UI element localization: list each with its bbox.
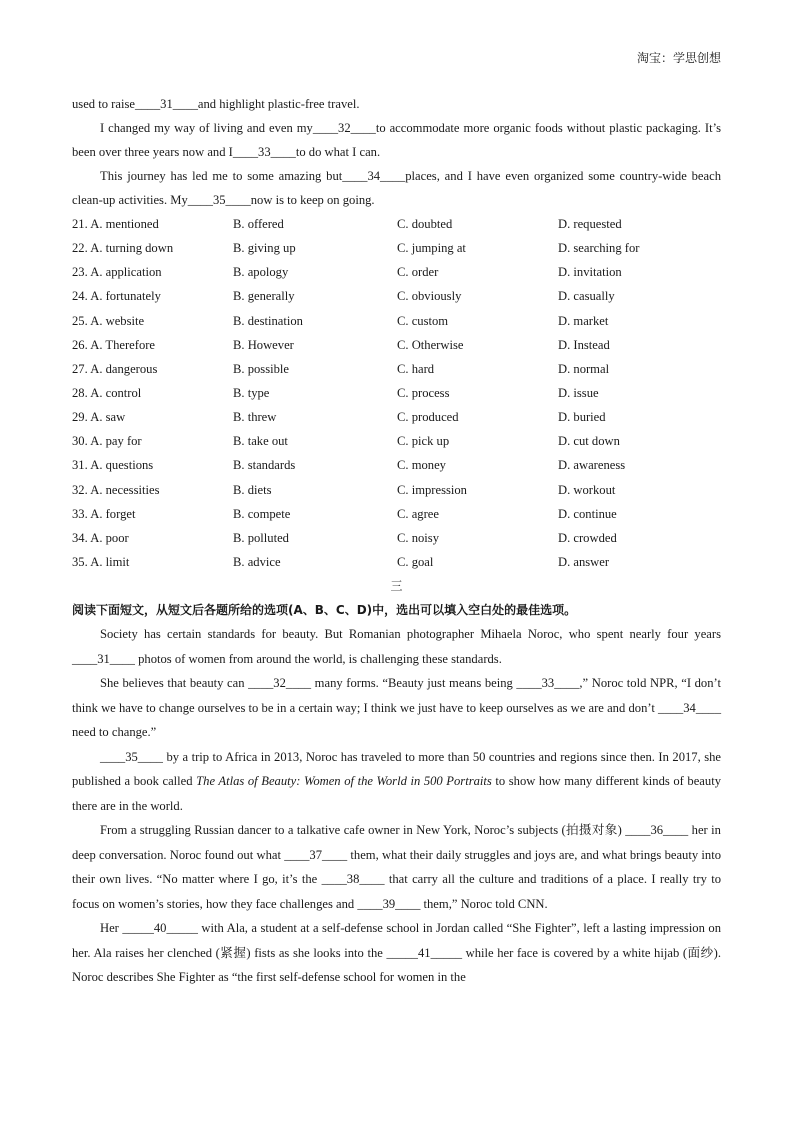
option-text: D. issue <box>558 385 599 400</box>
section-number: 三 <box>390 579 403 594</box>
option-b <box>233 309 397 333</box>
option-b <box>233 212 397 236</box>
book-title: The Atlas of Beauty: Women of the World in 500 Portraits <box>196 774 492 789</box>
option-a <box>72 212 233 236</box>
answer-blank: ____37____ <box>284 847 348 862</box>
answer-blank: ____34____ <box>658 700 721 715</box>
option-d <box>558 357 721 381</box>
option-c <box>397 309 558 333</box>
question-row <box>72 212 721 236</box>
option-text: B. threw <box>233 410 277 425</box>
option-a <box>72 478 233 502</box>
question-row <box>72 478 721 502</box>
option-text: B. apology <box>233 265 289 280</box>
passage-paragraph: Society has certain standards for beauty. But Romanian photographer Mihaela Noroc, who spent nearly four years ____31____ photos of women from around the world, is challenging these standards. <box>72 627 721 666</box>
answer-blank: ____32____ <box>248 676 312 691</box>
question-row <box>72 502 721 526</box>
answer-blank: ____31____ <box>134 97 198 111</box>
option-text: D. casually <box>558 289 615 304</box>
option-text: C. impression <box>397 482 467 497</box>
answer-blank: ____31____ <box>72 651 135 666</box>
option-text: B. destination <box>233 313 303 328</box>
question-row <box>72 550 721 574</box>
option-text: D. crowded <box>558 530 617 545</box>
question-row <box>72 429 721 453</box>
option-a <box>72 260 233 284</box>
question-row <box>72 453 721 477</box>
answer-blank: _____40_____ <box>122 921 198 936</box>
option-text: A. control <box>90 385 142 400</box>
option-a <box>72 453 233 477</box>
option-text: D. continue <box>558 506 617 521</box>
option-c <box>397 526 558 550</box>
answer-blank: ____36____ <box>625 823 689 838</box>
question-number: 22. <box>72 241 88 256</box>
option-c <box>397 212 558 236</box>
option-text: A. website <box>90 313 145 328</box>
question-number: 28. <box>72 385 88 400</box>
option-text: C. Otherwise <box>397 337 464 352</box>
answer-blank: _____41_____ <box>386 945 463 960</box>
passage-paragraph: Her _____40_____ with Ala, a student at a self-defense school in Jordan called “She Fighter”, left a lasting impression on her. Ala raises her clenched (紧握) fists as she looks into the _____41_____ while her face is covered by a white hijab (面纱). Noroc describes She Fighter as “the first self-defense school for women in the <box>72 921 721 985</box>
option-a <box>72 357 233 381</box>
option-text: C. agree <box>397 506 439 521</box>
page-header: 淘宝：学思创想 <box>636 51 721 65</box>
option-c <box>397 381 558 405</box>
option-d <box>558 429 721 453</box>
question-number: 24. <box>72 289 88 304</box>
option-text: B. advice <box>233 554 281 569</box>
question-number: 23. <box>72 265 88 280</box>
option-text: C. order <box>397 265 439 280</box>
answer-blank: ____38____ <box>321 872 385 887</box>
option-text: C. process <box>397 385 450 400</box>
option-text: B. standards <box>233 458 296 473</box>
option-text: A. Therefore <box>90 337 156 352</box>
option-b <box>233 357 397 381</box>
option-text: C. pick up <box>397 434 450 449</box>
option-text: A. mentioned <box>90 217 159 231</box>
option-text: B. offered <box>233 217 284 231</box>
option-a <box>72 284 233 308</box>
option-a <box>72 333 233 357</box>
option-a <box>72 550 233 574</box>
option-c <box>397 405 558 429</box>
question-row <box>72 405 721 429</box>
answer-blank: ____35____ <box>100 749 163 764</box>
question-number: 34. <box>72 530 88 545</box>
option-d <box>558 284 721 308</box>
option-c <box>397 453 558 477</box>
option-text: C. produced <box>397 410 459 425</box>
option-a <box>72 309 233 333</box>
question-row <box>72 309 721 333</box>
option-text: C. jumping at <box>397 241 466 256</box>
question-number: 30. <box>72 434 88 449</box>
option-text: C. goal <box>397 554 434 569</box>
question-row <box>72 333 721 357</box>
option-text: B. take out <box>233 434 288 449</box>
option-b <box>233 429 397 453</box>
passage-paragraph: This journey has led me to some amazing but____34____places, and I have even organized some country-wide beach clean-up activities. My____35____now is to keep on going. <box>72 169 721 207</box>
section-instruction: 阅读下面短文，从短文后各题所给的选项(A、B、C、D)中，选出可以填入空白处的最佳选项。 <box>72 603 577 618</box>
question-number: 29. <box>72 410 88 425</box>
option-c <box>397 333 558 357</box>
passage-paragraph: ____35____ by a trip to Africa in 2013, Noroc has traveled to more than 50 countries and regions since then. In 2017, she published a book called The Atlas of Beauty: Women of the World in 500 Portraits to show how many different kinds of beauty there are in the world. <box>72 749 721 813</box>
option-text: D. awareness <box>558 458 626 473</box>
option-c <box>397 236 558 260</box>
option-b <box>233 526 397 550</box>
question-number: 31. <box>72 458 88 473</box>
option-a <box>72 526 233 550</box>
option-text: D. answer <box>558 554 610 569</box>
option-text: B. type <box>233 385 270 400</box>
option-d <box>558 526 721 550</box>
option-c <box>397 284 558 308</box>
option-c <box>397 502 558 526</box>
option-d <box>558 502 721 526</box>
option-a <box>72 405 233 429</box>
option-text: A. forget <box>90 506 136 521</box>
option-text: A. dangerous <box>90 361 158 376</box>
option-c <box>397 357 558 381</box>
option-d <box>558 236 721 260</box>
option-text: D. searching for <box>558 241 640 256</box>
option-b <box>233 453 397 477</box>
option-text: D. normal <box>558 361 610 376</box>
option-text: B. generally <box>233 289 295 304</box>
option-b <box>233 284 397 308</box>
passage-paragraph: I changed my way of living and even my____32____to accommodate more organic foods without plastic packaging. It’s been over three years now and I____33____to do what I can. <box>72 121 721 159</box>
answer-blank: ____34____ <box>342 169 406 183</box>
option-b <box>233 236 397 260</box>
option-text: A. pay for <box>90 434 142 449</box>
option-d <box>558 478 721 502</box>
option-text: D. requested <box>558 217 622 231</box>
option-text: B. However <box>233 337 294 352</box>
option-text: B. possible <box>233 361 289 376</box>
option-d <box>558 550 721 574</box>
option-text: C. noisy <box>397 530 439 545</box>
option-text: A. turning down <box>90 241 174 256</box>
option-d <box>558 381 721 405</box>
option-text: C. money <box>397 458 446 473</box>
option-text: A. fortunately <box>90 289 161 304</box>
option-c <box>397 429 558 453</box>
question-number: 33. <box>72 506 88 521</box>
option-b <box>233 405 397 429</box>
option-text: C. doubted <box>397 217 453 231</box>
option-text: D. Instead <box>558 337 610 352</box>
question-number: 25. <box>72 313 88 328</box>
option-text: A. saw <box>90 410 126 425</box>
passage-paragraph: From a struggling Russian dancer to a talkative cafe owner in New York, Noroc’s subjects (拍摄对象) ____36____ her in deep conversation. Noroc found out what ____37____ them, what their daily struggles and joys are, and what brings beauty into their own lives. “No matter where I go, it’s the ____38____ that carry all the culture and traditions of a place. I really try to focus on women’s stories, how they face challenges and ____39____ them,” Noroc told CNN. <box>72 823 721 911</box>
question-row <box>72 236 721 260</box>
option-d <box>558 453 721 477</box>
answer-blank: ____35____ <box>187 193 251 207</box>
question-row <box>72 381 721 405</box>
option-text: B. diets <box>233 482 272 497</box>
question-number: 26. <box>72 337 88 352</box>
option-a <box>72 429 233 453</box>
option-c <box>397 478 558 502</box>
option-c <box>397 260 558 284</box>
option-text: D. invitation <box>558 265 622 280</box>
option-text: C. hard <box>397 361 435 376</box>
question-number: 35. <box>72 554 88 569</box>
option-text: D. cut down <box>558 434 620 449</box>
option-d <box>558 309 721 333</box>
option-text: A. application <box>90 265 162 280</box>
option-text: A. poor <box>90 530 129 545</box>
question-row <box>72 260 721 284</box>
option-d <box>558 212 721 236</box>
options-list <box>72 212 721 574</box>
question-row <box>72 357 721 381</box>
option-text: D. buried <box>558 410 606 425</box>
answer-blank: ____33____ <box>516 676 580 691</box>
option-b <box>233 381 397 405</box>
option-b <box>233 260 397 284</box>
question-number: 27. <box>72 361 88 376</box>
option-d <box>558 405 721 429</box>
option-a <box>72 502 233 526</box>
question-row <box>72 284 721 308</box>
option-text: C. obviously <box>397 289 462 304</box>
option-b <box>233 333 397 357</box>
answer-blank: ____39____ <box>357 896 421 911</box>
document-body <box>72 92 721 990</box>
option-c <box>397 550 558 574</box>
option-text: A. limit <box>90 554 130 569</box>
option-a <box>72 236 233 260</box>
option-text: C. custom <box>397 313 449 328</box>
question-number: 32. <box>72 482 88 497</box>
option-text: A. necessities <box>90 482 160 497</box>
option-text: D. workout <box>558 482 616 497</box>
option-b <box>233 502 397 526</box>
option-a <box>72 381 233 405</box>
option-b <box>233 478 397 502</box>
option-text: B. compete <box>233 506 291 521</box>
option-b <box>233 550 397 574</box>
question-number: 21. <box>72 217 88 231</box>
answer-blank: ____32____ <box>312 121 376 135</box>
option-d <box>558 260 721 284</box>
option-text: A. questions <box>90 458 154 473</box>
passage-paragraph: used to raise____31____and highlight plastic-free travel. <box>72 97 360 111</box>
answer-blank: ____33____ <box>232 145 296 159</box>
question-row <box>72 526 721 550</box>
option-text: B. polluted <box>233 530 289 545</box>
option-text: B. giving up <box>233 241 296 256</box>
passage-paragraph: She believes that beauty can ____32____ many forms. “Beauty just means being ____33____,” Noroc told NPR, “I don’t think we have to change ourselves to be in a certain way; I think we just have to keep ourselves as we are and don’t ____34____ need to change.” <box>72 676 721 740</box>
option-text: D. market <box>558 313 609 328</box>
option-d <box>558 333 721 357</box>
